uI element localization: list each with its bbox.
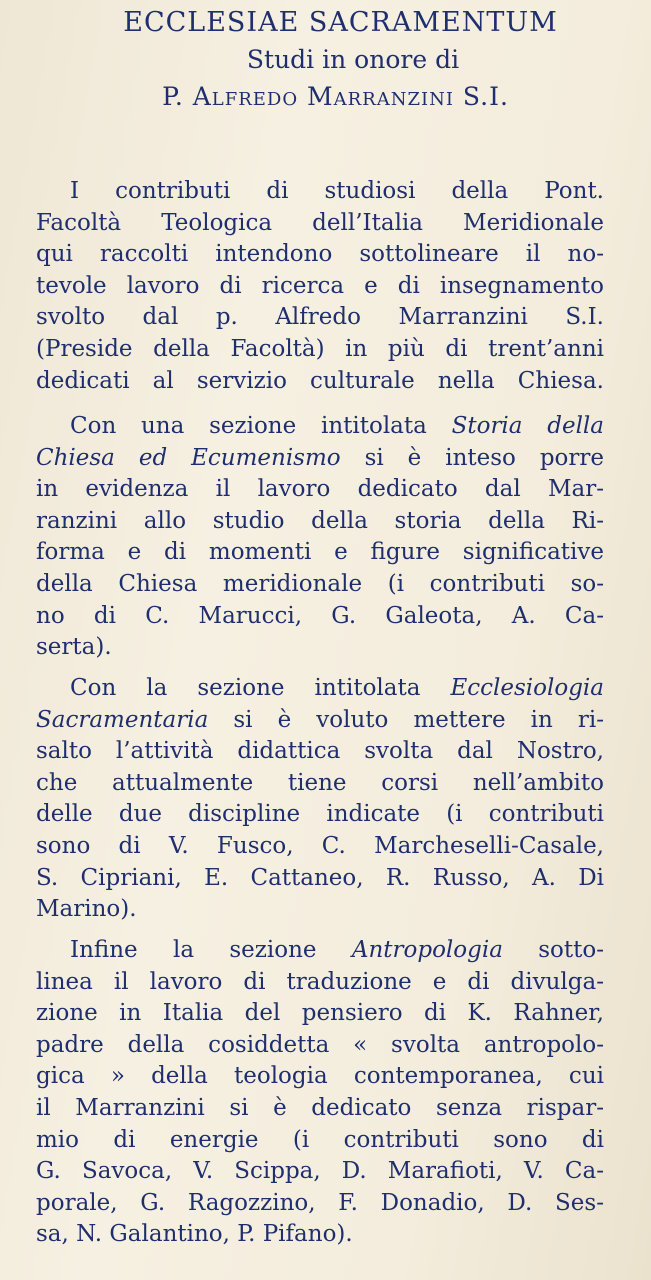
paragraph-ecclesiologia — [36, 673, 604, 926]
text-line — [36, 443, 604, 475]
book-header — [0, 4, 651, 116]
text-line: no di C. Marucci, G. Galeota, A. Ca- — [36, 602, 604, 629]
text-segment: Con una sezione intitolata — [70, 413, 452, 439]
text-line: porale, G. Ragozzino, F. Donadio, D. Ses- — [36, 1189, 604, 1216]
text-line: della Chiesa meridionale (i contributi so- — [36, 570, 604, 597]
section-title-italic: Chiesa ed Ecumenismo — [36, 444, 341, 471]
text-line: serta). — [36, 634, 112, 661]
text-segment: si è inteso porre — [340, 444, 604, 471]
text-line: forma e di momenti e figure significative — [36, 539, 604, 566]
text-line — [36, 935, 604, 967]
text-line — [36, 705, 604, 737]
text-line — [36, 673, 604, 705]
text-line: qui raccolti intendono sottolineare il no- — [36, 241, 604, 268]
section-title-italic: Ecclesiologia — [450, 675, 604, 701]
paragraph-antropologia — [36, 935, 604, 1251]
text-line: tevole lavoro di ricerca e di insegnamento — [36, 272, 604, 299]
text-line: I contributi di studiosi della Pont. — [70, 178, 604, 204]
text-line: padre della cosiddetta « svolta antropolo- — [36, 1031, 604, 1058]
text-segment: si è voluto mettere in ri- — [208, 706, 604, 733]
text-line: sa, N. Galantino, P. Pifano). — [36, 1221, 353, 1248]
text-line: mio di energie (i contributi sono di — [36, 1126, 604, 1153]
text-segment: Infine la sezione — [70, 937, 352, 963]
text-segment: Con la sezione intitolata — [70, 675, 451, 701]
text-line: salto l’attività didattica svolta dal Nostro, — [36, 738, 604, 765]
text-line: il Marranzini si è dedicato senza rispar- — [36, 1094, 604, 1121]
text-line: ranzini allo studio della storia della Ri- — [36, 507, 604, 534]
text-line: (Preside della Facoltà) in più di trent’anni — [36, 335, 604, 362]
text-line: zione in Italia del pensiero di K. Rahner, — [36, 1000, 604, 1027]
section-title-italic: Antropologia — [351, 937, 503, 963]
text-segment: sotto- — [502, 937, 604, 963]
text-line: svolto dal p. Alfredo Marranzini S.I. — [36, 304, 604, 331]
text-line: sono di V. Fusco, C. Marcheselli-Casale, — [36, 832, 604, 859]
text-line: delle due discipline indicate (i contributi — [36, 801, 604, 828]
paragraph-intro — [36, 176, 604, 397]
section-title-italic: Storia della — [451, 413, 604, 439]
book-subtitle: Studi in onore di — [246, 45, 460, 74]
text-line: S. Cipriani, E. Cattaneo, R. Russo, A. Di — [36, 864, 604, 891]
book-title: ECCLESIAE SACRAMENTUM — [123, 7, 558, 38]
text-line — [36, 411, 604, 443]
paragraph-storia — [36, 411, 604, 664]
text-line: G. Savoca, V. Scippa, D. Marafioti, V. Ca- — [36, 1158, 604, 1185]
text-line: Facoltà Teologica dell’Italia Meridionale — [36, 209, 604, 236]
text-line: in evidenza il lavoro dedicato dal Mar- — [36, 476, 604, 503]
section-title-italic: Sacramentaria — [36, 706, 209, 733]
text-line: linea il lavoro di traduzione e di divulga- — [36, 968, 604, 995]
text-line: gica » della teologia contemporanea, cui — [36, 1063, 604, 1090]
text-line: dedicati al servizio culturale nella Chiesa. — [36, 367, 604, 394]
honoree-name: P. Alfredo Marranzini S.I. — [162, 82, 509, 111]
text-line: Marino). — [36, 896, 137, 923]
text-line: che attualmente tiene corsi nell’ambito — [36, 769, 604, 796]
